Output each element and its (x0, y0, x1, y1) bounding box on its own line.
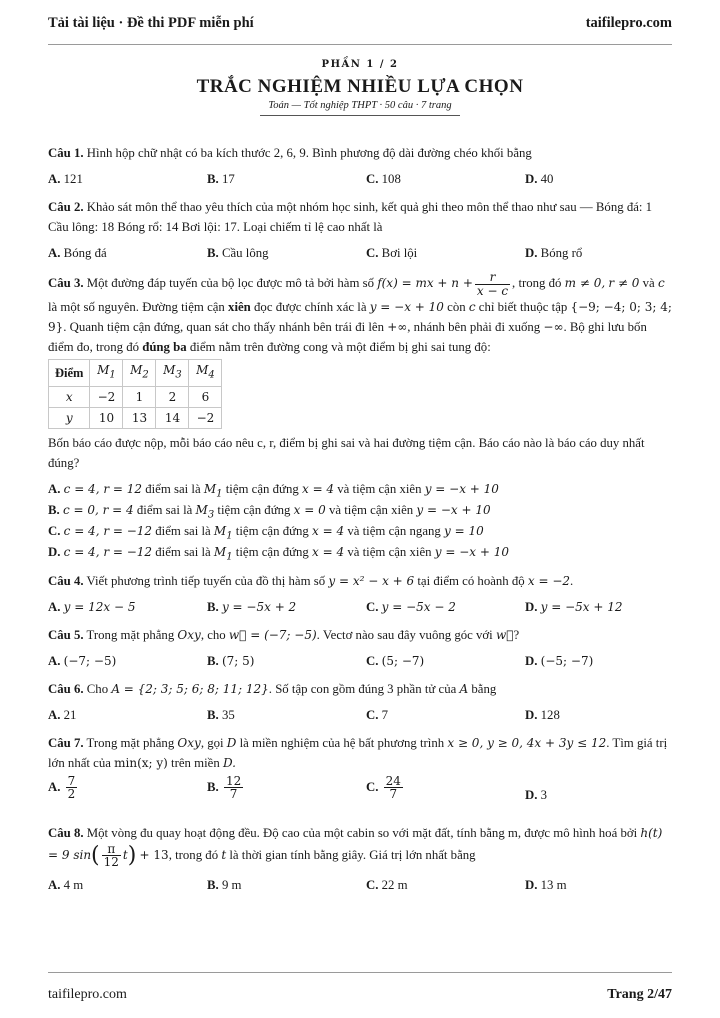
option-text: và tiệm cận xiên (337, 481, 422, 496)
fraction-numerator: 12 (225, 773, 242, 788)
option-text: tiệm cận đứng (235, 544, 309, 559)
question-text (48, 679, 672, 699)
option-value: y = −5x + 2 (221, 599, 297, 614)
question-7 (48, 733, 672, 815)
question-body: điểm nằm trên đường cong và một điểm bị ghi sai tung độ: (189, 340, 491, 355)
math-inline: x = 0 (293, 502, 326, 517)
question-body: ? (513, 627, 520, 642)
option-label: A. (48, 599, 61, 614)
point-label: $M_1$ (97, 363, 116, 381)
math-inline (213, 523, 233, 541)
header-rule (48, 44, 672, 45)
option-label: C. (366, 246, 379, 260)
math-inline: x = −2 (527, 573, 571, 588)
fraction (384, 775, 403, 801)
question-body: Trong mặt phẳng (86, 735, 175, 750)
option-c[interactable] (366, 775, 525, 815)
math-inline: y = −x + 10 (369, 300, 444, 315)
question-number: Câu 4. (48, 573, 84, 588)
site-domain: taifilepro.com (585, 14, 672, 31)
questions (48, 143, 672, 903)
option-text: điểm sai là (136, 502, 193, 517)
point-index: 1 (226, 550, 233, 562)
options (48, 479, 672, 563)
option-label: A. (48, 779, 61, 794)
math-inline: w⃗ = (−7; −5) (228, 627, 317, 642)
question-body: Khảo sát môn thể thao yêu thích của một nhóm học sinh, kết quả ghi theo môn thể thao như sau — Bóng đá: 1 Cầu lông: 18 Bóng rổ: 14 Bơi lội: 17. Loại chiếm tỉ lệ cao nhất là (48, 200, 653, 234)
math-inline: A (459, 681, 469, 696)
option-value: Bóng đá (63, 246, 107, 260)
option-label: B. (207, 599, 219, 614)
option-label: A. (48, 877, 61, 892)
option-value: 108 (381, 172, 401, 186)
option-label: A. (48, 172, 61, 186)
options (48, 775, 672, 815)
option-value: 35 (221, 707, 235, 722)
option-text: điểm sai là (155, 544, 211, 559)
option-b[interactable] (207, 169, 366, 189)
table-cell: 14 (156, 407, 189, 428)
option-c[interactable] (366, 243, 525, 263)
fraction-denominator: 2 (67, 787, 76, 802)
option-label: C. (366, 877, 379, 892)
fraction-denominator: 7 (389, 787, 398, 802)
option-label: C. (48, 523, 61, 538)
question-body: bằng (471, 681, 497, 696)
option-value: 13 m (540, 877, 567, 892)
option-value: 7 (381, 707, 389, 722)
options (48, 651, 672, 671)
question-text (48, 197, 672, 237)
math-inline: {−9; −4; 0; 3; 4; 9} (48, 300, 672, 335)
section-subtitle: Toán — Tốt nghiệp THPT · 50 câu · 7 trang (268, 100, 452, 111)
question-number: Câu 2. (48, 200, 84, 214)
option-b[interactable] (48, 500, 672, 521)
fraction-denominator: 12 (103, 855, 119, 870)
site-tagline: Tải tài liệu · Đề thi PDF miễn phí (48, 14, 254, 31)
options (48, 243, 672, 263)
option-label: C. (366, 779, 379, 794)
emphasis: xiên (228, 300, 251, 315)
function-formula: f(x) = mx + n + (377, 276, 473, 291)
fraction-numerator: π (102, 843, 121, 857)
fraction-numerator: 24 (385, 773, 401, 788)
data-table (48, 359, 222, 428)
math-inline: c (468, 300, 476, 315)
math-inline: c = 4, r = −12 (63, 544, 153, 559)
math-inline: D. (222, 755, 236, 770)
point-label: $M_3$ (163, 363, 182, 381)
option-label: B. (48, 502, 60, 517)
question-text (48, 733, 672, 773)
footer-domain[interactable]: taifilepro.com (48, 987, 127, 1002)
question-6 (48, 679, 672, 725)
option-label: D. (48, 544, 61, 559)
math-inline: c = 0, r = 4 (62, 502, 134, 517)
table-cell: −2 (90, 386, 123, 407)
fraction-numerator: r (475, 271, 510, 285)
point-name: M (213, 523, 227, 538)
question-body: . Bộ ghi lưu bốn điểm đo, trong đó (48, 320, 647, 355)
question-body: , gọi (200, 735, 224, 750)
option-label: D. (525, 877, 538, 892)
option-value: 4 m (63, 877, 84, 892)
option-b[interactable] (207, 597, 366, 617)
option-c[interactable] (48, 521, 672, 542)
point-name: M (203, 481, 217, 496)
math-inline: min(x; y) (114, 755, 168, 770)
option-label: B. (207, 246, 219, 260)
question-body: . Quanh tiệm cận đứng, quan sát cho thấy nhánh bên trái đi lên (63, 320, 385, 335)
fraction-numerator: 7 (67, 773, 76, 788)
option-text: và tiệm cận xiên (328, 502, 414, 517)
fraction (475, 271, 510, 297)
option-d[interactable] (525, 705, 672, 725)
question-4 (48, 571, 672, 617)
question-5 (48, 625, 672, 671)
option-label: D. (525, 599, 538, 614)
question-body: còn (447, 300, 466, 315)
option-d[interactable] (525, 775, 672, 815)
option-value: y = −5x + 12 (540, 599, 623, 614)
option-label: A. (48, 653, 61, 668)
question-body: , trong đó (168, 847, 219, 862)
question-number: Câu 6. (48, 681, 84, 696)
table-header (90, 360, 123, 386)
question-body: là một số nguyên. Đường tiệm cận (48, 300, 225, 315)
question-body: . Số tập con gồm đúng 3 phần tử của (268, 681, 457, 696)
option-label: D. (525, 172, 538, 186)
option-label: C. (366, 599, 379, 614)
math-inline: Oxy (177, 735, 201, 750)
question-body: Cho (86, 681, 109, 696)
table-cell: 2 (156, 386, 189, 407)
math-inline: + 13 (139, 847, 169, 862)
fraction (66, 775, 78, 801)
table-cell: −2 (189, 407, 222, 428)
page-number: Trang 2/47 (607, 987, 672, 1002)
question-text: Câu 4. Viết phương trình tiếp tuyến của đồ thị hàm số y = x² − x + 6 tại điểm có hoành độ x = −2. (48, 573, 574, 588)
table-row (49, 386, 222, 407)
option-label: B. (207, 707, 219, 722)
math-inline: c (657, 276, 665, 291)
option-label: D. (525, 653, 538, 668)
question-number: Câu 1. (48, 146, 84, 160)
option-value: (7; 5) (221, 653, 255, 668)
options (48, 875, 672, 895)
fraction-denominator: x − c (476, 283, 509, 298)
page-header (48, 14, 672, 32)
option-value: y = −5x − 2 (381, 599, 456, 614)
table-cell: 10 (90, 407, 123, 428)
question-body: Một đường đáp tuyến của bộ lọc được mô tả bởi hàm số (86, 276, 374, 291)
part-label: PHẦN 1 / 2 (321, 59, 399, 70)
option-a[interactable] (48, 651, 207, 671)
option-c[interactable] (366, 705, 525, 725)
math-inline: D (226, 735, 237, 750)
question-3 (48, 271, 672, 563)
right-paren: ) (127, 842, 137, 868)
option-c[interactable] (366, 651, 525, 671)
table-row (49, 407, 222, 428)
math-inline: x ≥ 0, y ≥ 0, 4x + 3y ≤ 12 (447, 735, 607, 750)
question-body: . Vectơ nào sau đây vuông góc với (316, 627, 493, 642)
option-value: Cầu lông (221, 246, 269, 260)
option-a[interactable] (48, 875, 207, 895)
row-label: y (49, 407, 90, 428)
question-8 (48, 823, 672, 895)
question-body: là thời gian tính bằng giây. Giá trị lớn nhất bằng (229, 847, 476, 862)
math-inline (203, 481, 223, 499)
question-body: Hình hộp chữ nhật có ba kích thước 2, 6, 9. Bình phương độ dài đường chéo khối bằng (86, 146, 532, 160)
option-value: (−7; −5) (63, 653, 117, 668)
question-body: , nhánh bên phải đi xuống (407, 320, 541, 335)
math-inline: x = 4 (312, 523, 345, 538)
math-inline: +∞ (387, 320, 408, 335)
option-b[interactable] (207, 875, 366, 895)
option-a[interactable] (48, 775, 207, 815)
option-value: (−5; −7) (540, 653, 594, 668)
footer-rule (48, 972, 672, 973)
question-number: Câu 7. (48, 735, 84, 750)
question-text (48, 823, 672, 869)
option-value: 21 (63, 707, 77, 722)
option-label: A. (48, 246, 61, 260)
option-d[interactable] (525, 875, 672, 895)
point-name: M (213, 544, 227, 559)
question-number: Câu 3. (48, 276, 84, 291)
question-body: Một vòng đu quay hoạt động đều. Độ cao của một cabin so với mặt đất, tính bằng m, được mô hình hoá bởi (86, 825, 638, 840)
point-label: $M_4$ (196, 363, 215, 381)
emphasis: đúng ba (142, 340, 187, 355)
math-inline: w⃗ (495, 627, 514, 642)
option-a[interactable] (48, 479, 672, 500)
option-d[interactable] (525, 597, 672, 617)
math-inline: A = {2; 3; 5; 6; 8; 11; 12} (111, 681, 269, 696)
math-inline: c = 4, r = −12 (63, 523, 153, 538)
option-value: 128 (540, 707, 560, 722)
option-label: C. (366, 653, 379, 668)
option-label: B. (207, 172, 219, 186)
left-paren: ( (91, 842, 100, 868)
option-a[interactable] (48, 169, 207, 189)
table-cell: 6 (189, 386, 222, 407)
title-block (48, 58, 672, 116)
title-underline (260, 115, 460, 116)
section-title: TRẮC NGHIỆM NHIỀU LỰA CHỌN (196, 76, 524, 97)
option-d[interactable] (525, 243, 672, 263)
option-label: D. (525, 707, 538, 722)
table-header-row (49, 360, 222, 386)
math-inline: c = 4, r = 12 (63, 481, 143, 496)
point-label: $M_2$ (130, 363, 149, 381)
option-text: tiệm cận đứng (217, 502, 291, 517)
table-header (156, 360, 189, 386)
question-text (48, 143, 672, 163)
option-text: và tiệm cận xiên (347, 544, 432, 559)
question-body: chỉ biết thuộc tập (478, 300, 568, 315)
math-inline: m ≠ 0, (564, 276, 606, 291)
option-value: Bóng rổ (540, 246, 583, 260)
fraction-denominator: 7 (229, 787, 238, 802)
option-value: 40 (540, 172, 554, 186)
table-header: Điểm (49, 360, 90, 386)
option-text: điểm sai là (145, 481, 201, 496)
math-inline: y = x² − x + 6 (328, 573, 415, 588)
math-inline (213, 544, 233, 562)
math-inline: y = −x + 10 (424, 481, 499, 496)
option-value: 3 (540, 787, 548, 802)
question-2 (48, 197, 672, 263)
table-header (189, 360, 222, 386)
option-c[interactable] (366, 597, 525, 617)
option-text: tiệm cận đứng (235, 523, 309, 538)
option-value: 121 (63, 172, 83, 186)
table-cell: 13 (123, 407, 156, 428)
row-label: x (49, 386, 90, 407)
option-value: 17 (221, 172, 235, 186)
math-inline: x = 4 (301, 481, 335, 496)
question-1 (48, 143, 672, 189)
math-inline: −∞ (543, 320, 564, 335)
question-body: tại điểm có hoành độ (417, 573, 525, 588)
question-body: và (642, 276, 655, 291)
math-inline: Oxy (177, 627, 201, 642)
point-index: 1 (226, 529, 233, 541)
question-body: là miền nghiệm của hệ bất phương trình (239, 735, 445, 750)
option-text: và tiệm cận ngang (347, 523, 441, 538)
point-index: 3 (207, 508, 215, 520)
option-value: y = 12x − 5 (63, 599, 136, 614)
math-inline: y = −x + 10 (416, 502, 491, 517)
option-d[interactable] (525, 169, 672, 189)
option-label: A. (48, 707, 61, 722)
option-a[interactable] (48, 597, 207, 617)
option-b[interactable] (207, 243, 366, 263)
option-value: 9 m (221, 877, 242, 892)
point-index: 1 (216, 487, 223, 499)
question-body: trên miền (171, 755, 220, 770)
math-inline (195, 502, 215, 520)
option-label: A. (48, 481, 61, 496)
table-cell: 1 (123, 386, 156, 407)
option-c[interactable] (366, 169, 525, 189)
question-text (48, 625, 672, 645)
option-a[interactable] (48, 243, 207, 263)
option-label: B. (207, 779, 219, 794)
options (48, 597, 672, 617)
option-d[interactable] (525, 651, 672, 671)
option-value: (5; −7) (381, 653, 425, 668)
fraction (224, 775, 243, 801)
table-header (123, 360, 156, 386)
options (48, 705, 672, 725)
option-label: B. (207, 877, 219, 892)
question-prompt: Bốn báo cáo được nộp, mỗi báo cáo nêu c, r, điểm bị ghi sai và hai đường tiệm cận. Báo cáo nào là báo cáo duy nhất đúng? (48, 435, 645, 470)
math-inline: t (122, 847, 128, 862)
option-a[interactable] (48, 705, 207, 725)
math-inline: x = 4 (312, 544, 345, 559)
question-number: Câu 8. (48, 825, 84, 840)
options (48, 169, 672, 189)
fraction (102, 843, 121, 869)
option-label: D. (525, 246, 538, 260)
option-label: D. (525, 787, 538, 802)
option-b[interactable] (207, 651, 366, 671)
option-c[interactable] (366, 875, 525, 895)
math-inline: h(t) = 9 sin (48, 825, 663, 862)
question-number: Câu 5. (48, 627, 84, 642)
option-label: C. (366, 172, 379, 186)
option-value: Bơi lội (381, 246, 418, 260)
option-label: B. (207, 653, 219, 668)
option-text: điểm sai là (155, 523, 211, 538)
option-d[interactable] (48, 542, 672, 563)
math-inline: y = 10 (444, 523, 484, 538)
page-footer (48, 986, 672, 1004)
option-value: 22 m (381, 877, 408, 892)
option-b[interactable] (207, 775, 366, 815)
question-body: , trong đó (512, 276, 562, 291)
option-b[interactable] (207, 705, 366, 725)
math-inline: r ≠ 0 (608, 276, 640, 291)
question-text (48, 271, 672, 357)
question-body: Trong mặt phẳng (86, 627, 175, 642)
option-label: C. (366, 707, 379, 722)
point-name: M (195, 502, 208, 517)
option-text: tiệm cận đứng (225, 481, 299, 496)
question-body: . Tìm giá trị lớn nhất của (48, 735, 668, 770)
math-inline: y = −x + 10 (434, 544, 510, 559)
question-body: đọc được chính xác là (254, 300, 367, 315)
math-inline: t (221, 847, 227, 862)
question-body: Viết phương trình tiếp tuyến của đồ thị hàm số (86, 573, 326, 588)
question-body: , cho (200, 627, 226, 642)
